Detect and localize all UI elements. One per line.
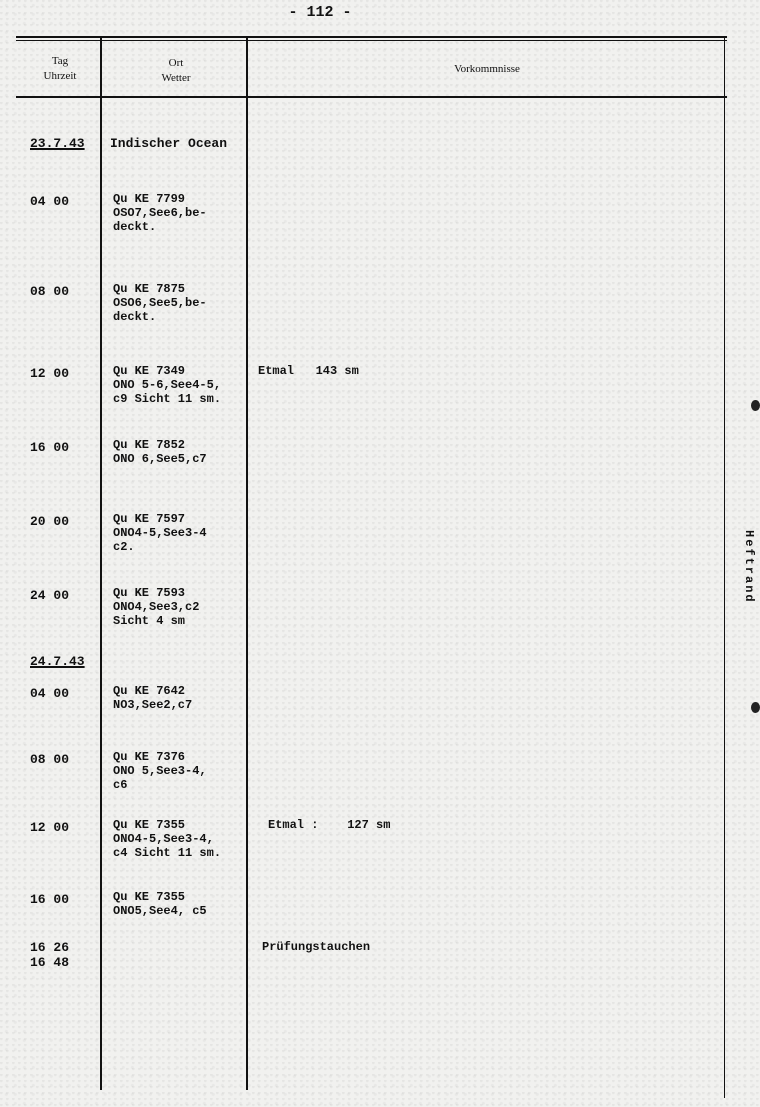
entry-time: 16 00 — [30, 892, 70, 907]
entry-time: 16 26 16 48 — [30, 940, 70, 970]
entry-ort-line: OSO6,See5,be- — [113, 296, 207, 310]
entry-vorkommnisse: Prüfungstauchen — [262, 940, 371, 954]
entry-time: 04 00 — [30, 686, 70, 701]
header-tag: Tag — [51, 55, 69, 67]
entry-ort-wetter — [113, 586, 263, 628]
entry-vorkommnisse: Etmal : 127 sm — [268, 818, 391, 832]
header-uhrzeit: Uhrzeit — [43, 70, 77, 82]
header-ort-wetter — [108, 56, 244, 86]
entry-ort-line: ONO 5,See3-4, — [113, 764, 207, 778]
entry-ort-line: ONO 5-6,See4-5, — [113, 378, 222, 392]
header-bottom-rule — [16, 96, 727, 98]
entry-time: 08 00 — [30, 284, 70, 299]
header-tag-uhrzeit — [24, 54, 96, 84]
entry-ort-line: Qu KE 7355 — [113, 890, 186, 904]
table-top-rule-2 — [16, 40, 727, 41]
entry-ort-line: ONO4,See3,c2 — [113, 600, 200, 614]
entry-ort-line: Qu KE 7349 — [113, 364, 186, 378]
entry-ort-line: c4 Sicht 11 sm. — [113, 846, 222, 860]
entry-vorkommnisse: Etmal 143 sm — [258, 364, 359, 378]
entry-time: 12 00 — [30, 366, 70, 381]
entry-ort-line: c6 — [113, 778, 128, 792]
entry-ort-line: Qu KE 7642 — [113, 684, 186, 698]
entry-ort-line: ONO5,See4, c5 — [113, 904, 207, 918]
entry-ort-wetter — [113, 512, 263, 554]
day-date-1: 23.7.43 — [30, 136, 85, 151]
entry-ort-line: Qu KE 7799 — [113, 192, 186, 206]
entry-time: 08 00 — [30, 752, 70, 767]
entry-ort-line: Qu KE 7875 — [113, 282, 186, 296]
entry-ort-line: OSO7,See6,be- — [113, 206, 207, 220]
table-right-rule — [724, 38, 725, 1098]
punch-hole-bottom — [751, 702, 760, 713]
day-location-1: Indischer Ocean — [110, 136, 228, 151]
entry-time: 12 00 — [30, 820, 70, 835]
entry-ort-line: Sicht 4 sm — [113, 614, 186, 628]
entry-time: 20 00 — [30, 514, 70, 529]
entry-ort-line: NO3,See2,c7 — [113, 698, 193, 712]
entry-ort-line: ONO4-5,See3-4, — [113, 832, 214, 846]
entry-ort-wetter — [113, 192, 263, 234]
entry-time: 16 00 — [30, 440, 70, 455]
entry-ort-line: c2. — [113, 540, 135, 554]
header-vorkommnisse: Vorkommnisse — [454, 63, 520, 75]
entry-ort-line: deckt. — [113, 310, 157, 324]
page-number: - 112 - — [288, 4, 352, 21]
entry-ort-line: c9 Sicht 11 sm. — [113, 392, 222, 406]
entry-ort-line: Qu KE 7593 — [113, 586, 186, 600]
day-date-2: 24.7.43 — [30, 654, 85, 669]
entry-ort-wetter — [113, 750, 263, 792]
entry-ort-line: Qu KE 7355 — [113, 818, 186, 832]
column-divider-1 — [100, 38, 102, 1090]
entry-ort-wetter — [113, 438, 263, 466]
header-ort: Ort — [168, 57, 184, 69]
entry-ort-wetter — [113, 890, 263, 918]
entry-time: 04 00 — [30, 194, 70, 209]
entry-ort-wetter — [113, 684, 263, 712]
entry-ort-line: Qu KE 7852 — [113, 438, 186, 452]
entry-ort-line: ONO4-5,See3-4 — [113, 526, 207, 540]
entry-ort-wetter — [113, 282, 263, 324]
header-wetter: Wetter — [161, 72, 191, 84]
entry-ort-line: deckt. — [113, 220, 157, 234]
entry-ort-wetter — [113, 818, 263, 860]
entry-ort-line: Qu KE 7597 — [113, 512, 186, 526]
entry-ort-line: ONO 6,See5,c7 — [113, 452, 207, 466]
punch-hole-top — [751, 400, 760, 411]
entry-time: 24 00 — [30, 588, 70, 603]
margin-label: Heftrand — [742, 530, 756, 604]
entry-ort-wetter — [113, 364, 263, 406]
table-top-rule — [16, 36, 727, 38]
entry-ort-line: Qu KE 7376 — [113, 750, 186, 764]
